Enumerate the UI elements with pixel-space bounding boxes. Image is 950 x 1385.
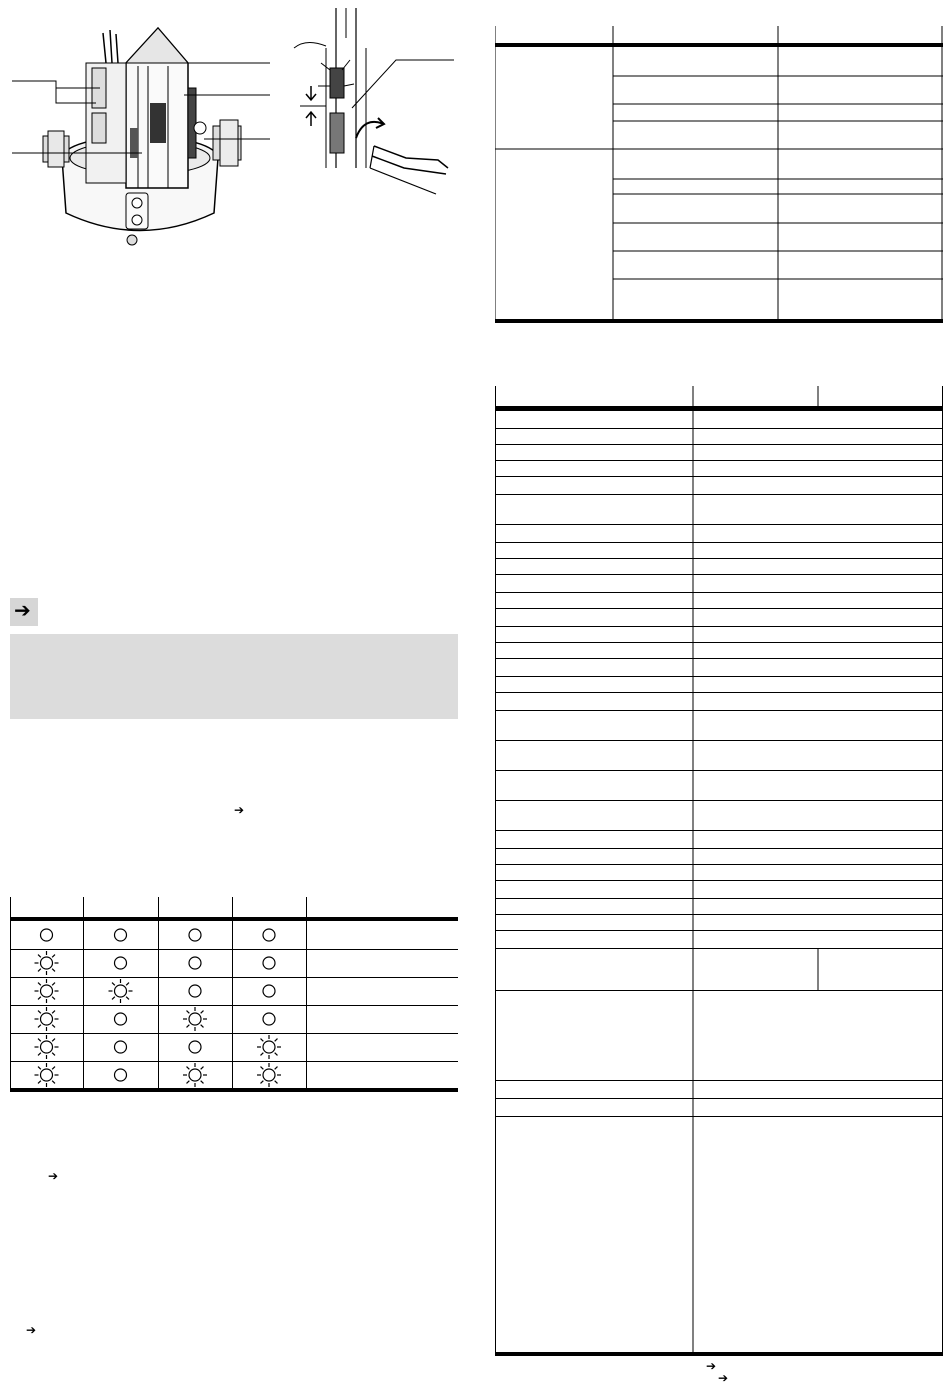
technical-data-grid xyxy=(495,386,943,1362)
led-off-icon xyxy=(263,985,275,997)
led-on-icon xyxy=(109,979,133,1003)
led-off-icon xyxy=(189,929,201,941)
led-off-icon xyxy=(189,985,201,997)
figure-adjustment-detail xyxy=(286,8,458,198)
led-on-icon xyxy=(183,1007,207,1031)
adjustment-illustration xyxy=(286,8,458,198)
led-off-icon xyxy=(115,1013,127,1025)
cross-reference-arrow-icon: ➔ xyxy=(706,1359,717,1373)
led-off-icon xyxy=(115,1069,127,1081)
led-off-icon xyxy=(263,957,275,969)
note-arrow-icon: ➔ xyxy=(14,598,31,622)
led-off-icon xyxy=(189,1041,201,1053)
led-off-icon xyxy=(115,957,127,969)
led-on-icon xyxy=(35,979,59,1003)
figure-device-drawing xyxy=(8,8,283,248)
led-on-icon xyxy=(183,1063,207,1087)
led-on-icon xyxy=(35,1007,59,1031)
note-box xyxy=(10,634,458,719)
led-off-icon xyxy=(115,929,127,941)
led-on-icon xyxy=(35,1035,59,1059)
cross-reference-arrow-icon: ➔ xyxy=(26,1323,37,1337)
led-off-icon xyxy=(41,929,53,941)
led-off-icon xyxy=(263,1013,275,1025)
cross-reference-arrow-icon: ➔ xyxy=(718,1371,729,1385)
led-status-table xyxy=(10,897,458,1097)
led-on-icon xyxy=(35,1063,59,1087)
led-off-icon xyxy=(189,957,201,969)
cross-reference-arrow-icon: ➔ xyxy=(48,1169,59,1183)
led-status-grid xyxy=(10,897,458,1097)
cross-reference-arrow-icon: ➔ xyxy=(234,803,245,817)
device-illustration xyxy=(8,8,283,248)
fault-table xyxy=(495,26,943,326)
led-on-icon xyxy=(257,1063,281,1087)
fault-table-grid xyxy=(495,26,943,326)
led-off-icon xyxy=(115,1041,127,1053)
technical-data-table xyxy=(495,386,943,1362)
led-off-icon xyxy=(263,929,275,941)
led-on-icon xyxy=(35,951,59,975)
led-on-icon xyxy=(257,1035,281,1059)
